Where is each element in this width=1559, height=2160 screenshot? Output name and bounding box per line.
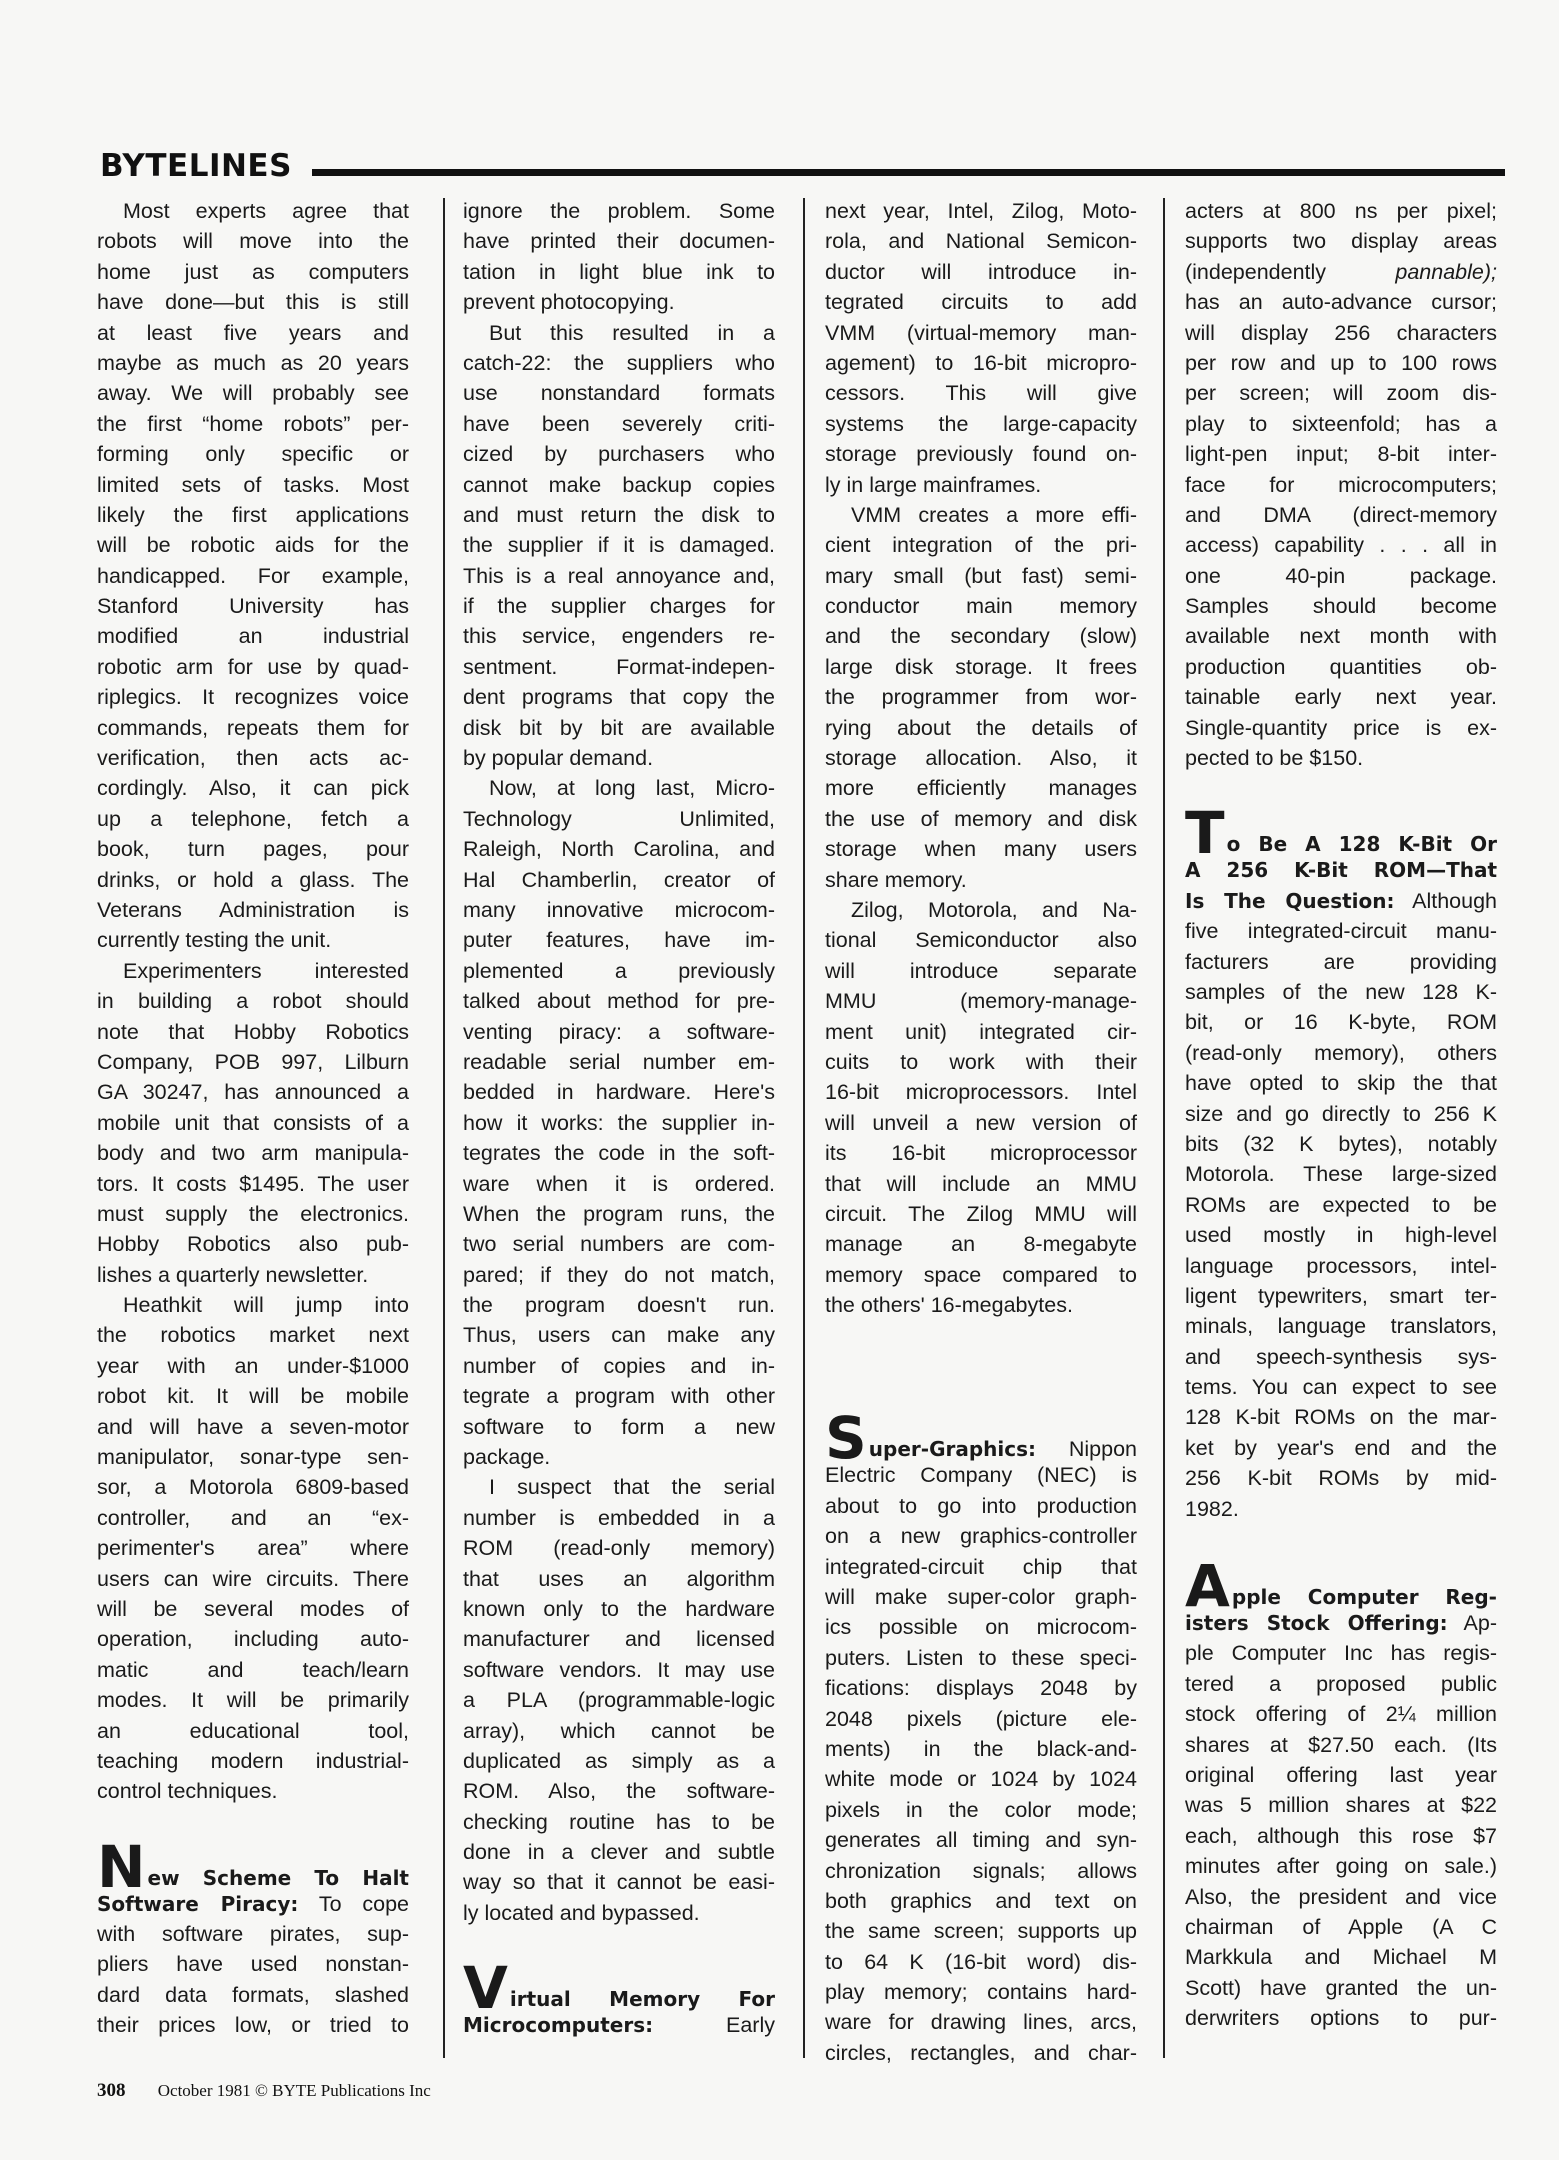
text-line: catch-22: the suppliers who — [463, 350, 775, 375]
text-line: Experimenters interested — [123, 958, 409, 983]
text-line: manage an 8-megabyte — [825, 1232, 1137, 1257]
text-line: package. — [463, 1445, 551, 1470]
text-line: large disk storage. It frees — [825, 654, 1137, 679]
text-line: and the secondary (slow) — [825, 624, 1137, 649]
text-line: Stanford University has — [97, 594, 409, 619]
text-line: Markkula and Michael M — [1185, 1945, 1497, 1970]
text-line: light-pen input; 8-bit inter- — [1185, 442, 1497, 467]
text-line: users can wire circuits. There — [97, 1566, 409, 1591]
text-line: will be several modes of — [97, 1596, 409, 1621]
text-line: available next month with — [1185, 624, 1497, 649]
text-line: Veterans Administration is — [97, 897, 409, 922]
text-line: play to sixteenfold; has a — [1185, 411, 1497, 436]
text-line: GA 30247, has announced a — [97, 1080, 409, 1105]
text-line: robotic arm for use by quad- — [97, 654, 409, 679]
text-line: This is a real annoyance and, — [463, 563, 775, 588]
text-line: drinks, or hold a glass. The — [97, 867, 409, 892]
text-line: riplegics. It recognizes voice — [97, 685, 409, 710]
text-line: generates all timing and syn- — [825, 1828, 1137, 1853]
text-line: the programmer from wor- — [825, 685, 1137, 710]
text-line: systems the large-capacity — [825, 411, 1137, 436]
text-line: how it works: the supplier in- — [463, 1110, 775, 1135]
text-line: was 5 million shares at $22 — [1185, 1793, 1497, 1818]
text-line: the program doesn't run. — [463, 1293, 775, 1318]
text-line: tional Semiconductor also — [825, 928, 1137, 953]
text-line: likely the first applications — [97, 502, 409, 527]
text-line: sentment. Format-indepen- — [463, 654, 775, 679]
spacer — [825, 1320, 1137, 1416]
text-line: home just as computers — [97, 259, 409, 284]
text-line: cuits to work with their — [825, 1049, 1137, 1074]
headline-line — [1185, 799, 1497, 868]
column-4 — [1185, 196, 1497, 2033]
text-line: matic and teach/learn — [97, 1657, 409, 1682]
text-line: supports two display areas — [1185, 229, 1497, 254]
text-line: modified an industrial — [97, 624, 409, 649]
text-line: tegrated circuits to add — [825, 290, 1137, 315]
text-line: 1982. — [1185, 1496, 1239, 1521]
text-line: have done—but this is still — [97, 290, 409, 315]
text-line: ware when it is ordered. — [463, 1171, 775, 1196]
text-line: bits (32 K bytes), notably — [1185, 1131, 1497, 1156]
text-line: storage allocation. Also, it — [825, 746, 1137, 771]
text-line: puters. Listen to these speci- — [825, 1645, 1137, 1670]
text-line: ments) in the black-and- — [825, 1736, 1137, 1761]
headline-text: Is The Question: — [1185, 888, 1395, 913]
text-line: When the program runs, the — [463, 1201, 775, 1226]
headline-line — [97, 1832, 409, 1901]
text-line: ductor will introduce in- — [825, 259, 1137, 284]
text-line: plemented a previously — [463, 958, 775, 983]
drop-cap: S — [825, 1404, 867, 1473]
headline-line — [1185, 1552, 1497, 1621]
headline-text: ew Scheme To Halt — [147, 1865, 409, 1890]
text-line: I suspect that the serial — [489, 1475, 775, 1500]
text-line: to 64 K (16-bit word) dis- — [825, 1949, 1137, 1974]
text-line: per screen; will zoom dis- — [1185, 381, 1497, 406]
text-line: cordingly. Also, it can pick — [97, 776, 409, 801]
spacer — [1185, 1524, 1497, 1564]
text-line: that will include an MMU — [825, 1171, 1137, 1196]
text-line: its 16-bit microprocessor — [825, 1141, 1137, 1166]
text-line: 2048 pixels (picture ele- — [825, 1706, 1137, 1731]
text-line: robot kit. It will be mobile — [97, 1384, 409, 1409]
text-line: use nonstandard formats — [463, 381, 775, 406]
text-line: rola, and National Semicon- — [825, 229, 1137, 254]
text-line: with software pirates, sup- — [97, 1922, 409, 1947]
body-text: Early — [653, 2013, 775, 2038]
text-line: pliers have used nonstan- — [97, 1952, 409, 1977]
text-line: Thus, users can make any — [463, 1323, 775, 1348]
column-divider — [803, 198, 805, 2058]
text-line: and speech-synthesis sys- — [1185, 1344, 1497, 1369]
text-line: pixels in the color mode; — [825, 1797, 1137, 1822]
text-line: minals, language translators, — [1185, 1314, 1497, 1339]
text-line: body and two arm manipula- — [97, 1141, 409, 1166]
text-line: But this resulted in a — [489, 320, 775, 345]
text-line: ware for drawing lines, arcs, — [825, 2010, 1137, 2035]
text-line: ROMs are expected to be — [1185, 1192, 1497, 1217]
text-line: more efficiently manages — [825, 776, 1137, 801]
text-line: both graphics and text on — [825, 1888, 1137, 1913]
text-line: rying about the details of — [825, 715, 1137, 740]
text-line: if the supplier charges for — [463, 594, 775, 619]
text-line: pected to be $150. — [1185, 746, 1364, 771]
text-line: the others' 16-megabytes. — [825, 1293, 1073, 1318]
text-line: memory space compared to — [825, 1262, 1137, 1287]
text-line: storage when many users — [825, 837, 1137, 862]
body-text: To cope — [298, 1891, 409, 1916]
text-line: must supply the electronics. — [97, 1201, 409, 1226]
text-line: by popular demand. — [463, 746, 654, 771]
headline-text: o Be A 128 K-Bit Or — [1226, 832, 1497, 857]
text-line: two serial numbers are com- — [463, 1232, 775, 1257]
text-line: chronization signals; allows — [825, 1858, 1137, 1883]
text-line: and will have a seven-motor — [97, 1414, 409, 1439]
drop-cap: A — [1185, 1552, 1230, 1621]
text-line: note that Hobby Robotics — [97, 1019, 409, 1044]
text-line: ics possible on microcom- — [825, 1615, 1137, 1640]
text-line: integrated-circuit chip that — [825, 1554, 1137, 1579]
text-line: ple Computer Inc has regis- — [1185, 1641, 1497, 1666]
headline-line — [825, 1404, 1137, 1473]
body-text: Ap- — [1447, 1611, 1497, 1636]
text-line: production quantities ob- — [1185, 654, 1497, 679]
text-line: done in a clever and subtle — [463, 1840, 775, 1865]
text-line: known only to the hardware — [463, 1596, 775, 1621]
headline-line — [1185, 1608, 1497, 1638]
text-line: will display 256 characters — [1185, 320, 1497, 345]
drop-cap: V — [463, 1954, 508, 2023]
text-line: cessors. This will give — [825, 381, 1137, 406]
text-line: puter features, have im- — [463, 928, 775, 953]
text-line: samples of the new 128 K- — [1185, 979, 1497, 1004]
text-line: talked about method for pre- — [463, 989, 775, 1014]
text-line: this service, engenders re- — [463, 624, 775, 649]
text-line: tems. You can expect to see — [1185, 1375, 1497, 1400]
text-line: the use of memory and disk — [825, 806, 1137, 831]
text-line: Heathkit will jump into — [123, 1293, 409, 1318]
text-line: handicapped. For example, — [97, 563, 409, 588]
text-line: at least five years and — [97, 320, 409, 345]
text-line: derwriters options to pur- — [1185, 2006, 1497, 2031]
text-line: storage previously found on- — [825, 442, 1137, 467]
text-line: teaching modern industrial- — [97, 1748, 409, 1773]
text-line: ly located and bypassed. — [463, 1900, 700, 1925]
text-line: and DMA (direct-memory — [1185, 502, 1497, 527]
text-line: Raleigh, North Carolina, and — [463, 837, 775, 862]
text-line: way so that it cannot be easi- — [463, 1870, 775, 1895]
text-line: disk bit by bit are available — [463, 715, 775, 740]
text-line: will introduce separate — [825, 958, 1137, 983]
text-line: dard data formats, slashed — [97, 1982, 409, 2007]
text-line: Zilog, Motorola, and Na- — [851, 897, 1137, 922]
text-line: pared; if they do not match, — [463, 1262, 775, 1287]
text-line: fications: displays 2048 by — [825, 1676, 1137, 1701]
headline-text: pple Computer Reg- — [1231, 1585, 1497, 1610]
text-line: an educational tool, — [97, 1718, 409, 1743]
text-line: tered a proposed public — [1185, 1671, 1497, 1696]
text-line: operation, including auto- — [97, 1627, 409, 1652]
column-2 — [463, 196, 775, 2041]
text-line: 16-bit microprocessors. Intel — [825, 1080, 1137, 1105]
text-line: Samples should become — [1185, 594, 1497, 619]
text-line: have opted to skip the that — [1185, 1071, 1497, 1096]
text-line: have been severely criti- — [463, 411, 775, 436]
text-line: next year, Intel, Zilog, Moto- — [825, 199, 1137, 223]
text-line: mary small (but fast) semi- — [825, 563, 1137, 588]
text-line: minutes after going on sale.) — [1185, 1854, 1497, 1879]
headline-line — [1185, 886, 1497, 916]
text-line: robots will move into the — [97, 229, 409, 254]
footer-credit: October 1981 © BYTE Publications Inc — [157, 2081, 431, 2100]
text-line: manufacturer and licensed — [463, 1627, 775, 1652]
text-line: Hal Chamberlin, creator of — [463, 867, 775, 892]
text-line: shares at $27.50 each. (Its — [1185, 1732, 1497, 1757]
text-line: agement) to 16-bit micropro- — [825, 350, 1137, 375]
headline-line — [97, 1889, 409, 1919]
text-line: language processors, intel- — [1185, 1253, 1497, 1278]
text-line: access) capability . . . all in — [1185, 533, 1497, 558]
text-line: dent programs that copy the — [463, 685, 775, 710]
text-line: Single-quantity price is ex- — [1185, 715, 1497, 740]
headline-text: irtual Memory For — [509, 1987, 775, 2012]
text-line: the first “home robots” per- — [97, 411, 409, 436]
text-line: used mostly in high-level — [1185, 1223, 1497, 1248]
text-line: facturers are providing — [1185, 949, 1497, 974]
text-line: limited sets of tasks. Most — [97, 472, 409, 497]
text-line: the same screen; supports up — [825, 1919, 1137, 1944]
text-line: and must return the disk to — [463, 502, 775, 527]
text-line: year with an under-$1000 — [97, 1353, 409, 1378]
text-line: prevent photocopying. — [463, 290, 675, 315]
text-line: ROM. Also, the software- — [463, 1779, 775, 1804]
spacer — [463, 1928, 775, 1966]
column-3 — [825, 196, 1137, 2068]
text-line: Technology Unlimited, — [463, 806, 775, 831]
text-line: conductor main memory — [825, 594, 1137, 619]
header-rule — [312, 169, 1505, 176]
text-line: tation in light blue ink to — [463, 259, 775, 284]
headline-line — [1185, 855, 1497, 885]
text-line: share memory. — [825, 867, 967, 892]
text-line: software to form a new — [463, 1414, 775, 1439]
text-line: lishes a quarterly newsletter. — [97, 1262, 369, 1287]
text-line: cient integration of the pri- — [825, 533, 1137, 558]
text-line: tors. It costs $1495. The user — [97, 1171, 409, 1196]
headline-text: Software Piracy: — [97, 1891, 299, 1916]
headline-text: A 256 K-Bit ROM—That — [1185, 858, 1497, 883]
section-title: BYTELINES — [100, 148, 292, 184]
text-line: chairman of Apple (A C — [1185, 1914, 1497, 1939]
headline-line — [463, 1954, 775, 2023]
text-line: tegrates the code in the soft- — [463, 1141, 775, 1166]
text-line: number of copies and in- — [463, 1353, 775, 1378]
text-line: tainable early next year. — [1185, 685, 1497, 710]
text-line: manipulator, sonar-type sen- — [97, 1445, 409, 1470]
text-line: bit, or 16 K-byte, ROM — [1185, 1010, 1497, 1035]
text-line: circles, rectangles, and char- — [825, 2040, 1137, 2065]
text-line: (read-only memory), others — [1185, 1040, 1497, 1065]
text-line: duplicated as simply as a — [463, 1748, 775, 1773]
body-text: Although — [1394, 888, 1497, 913]
text-line: Also, the president and vice — [1185, 1884, 1497, 1909]
text-line: number is embedded in a — [463, 1505, 775, 1530]
text-line: currently testing the unit. — [97, 928, 332, 953]
text-line: have printed their documen- — [463, 229, 775, 254]
text-line: book, turn pages, pour — [97, 837, 409, 862]
drop-cap: N — [97, 1832, 146, 1901]
text-line: ment unit) integrated cir- — [825, 1019, 1137, 1044]
text-line: original offering last year — [1185, 1762, 1497, 1787]
text-line: ly in large mainframes. — [825, 472, 1042, 497]
text-line: bedded in hardware. Here's — [463, 1080, 775, 1105]
text-line: Hobby Robotics also pub- — [97, 1232, 409, 1257]
text-line: cannot make backup copies — [463, 472, 775, 497]
text-line: away. We will probably see — [97, 381, 409, 406]
text-line: per row and up to 100 rows — [1185, 350, 1497, 375]
text-line: stock offering of 2¼ million — [1185, 1702, 1497, 1727]
text-line: will be robotic aids for the — [97, 533, 409, 558]
text-line: white mode or 1024 by 1024 — [825, 1767, 1137, 1792]
text-line: that uses an algorithm — [463, 1566, 775, 1591]
text-line: perimenter's area” where — [97, 1536, 409, 1561]
text-line: array), which cannot be — [463, 1718, 775, 1743]
text-line: ligent typewriters, smart ter- — [1185, 1283, 1497, 1308]
text-line: checking routine has to be — [463, 1809, 775, 1834]
text-line: on a new graphics-controller — [825, 1524, 1137, 1549]
text-line: commands, repeats them for — [97, 715, 409, 740]
spacer — [1185, 773, 1497, 811]
text-line: tegrate a program with other — [463, 1384, 775, 1409]
text-line: Electric Company (NEC) is — [825, 1463, 1137, 1488]
text-line: the robotics market next — [97, 1323, 409, 1348]
text-line: about to go into production — [825, 1493, 1137, 1518]
text-line: Company, POB 997, Lilburn — [97, 1049, 409, 1074]
text-line: will unveil a new version of — [825, 1110, 1137, 1135]
text-line: VMM (virtual-memory man- — [825, 320, 1137, 345]
text-line: venting piracy: a software- — [463, 1019, 775, 1044]
page-footer — [97, 2080, 431, 2102]
text-line: readable serial number em- — [463, 1049, 775, 1074]
text-line: acters at 800 ns per pixel; — [1185, 199, 1497, 223]
text-line: size and go directly to 256 K — [1185, 1101, 1497, 1126]
text-line: verification, then acts ac- — [97, 746, 409, 771]
text-line: (independently pannable); — [1185, 259, 1497, 284]
text-line: VMM creates a more effi- — [851, 502, 1137, 527]
body-text: Nippon — [1036, 1437, 1137, 1462]
column-divider — [1163, 198, 1165, 2058]
column-1 — [97, 196, 409, 2041]
text-line: control techniques. — [97, 1779, 278, 1804]
text-line: their prices low, or tried to — [97, 2013, 409, 2038]
text-line: cized by purchasers who — [463, 442, 775, 467]
text-line: play memory; contains hard- — [825, 1980, 1137, 2005]
text-line: ket by year's end and the — [1185, 1435, 1497, 1460]
text-line: up a telephone, fetch a — [97, 806, 409, 831]
text-line: software vendors. It may use — [463, 1657, 775, 1682]
text-line: face for microcomputers; — [1185, 472, 1497, 497]
text-line: ROM (read-only memory) — [463, 1536, 775, 1561]
text-line: 256 K-bit ROMs by mid- — [1185, 1466, 1497, 1491]
headline-line — [463, 2010, 775, 2040]
text-line: maybe as much as 20 years — [97, 350, 409, 375]
text-line: in building a robot should — [97, 989, 409, 1014]
text-line: the supplier if it is damaged. — [463, 533, 775, 558]
headline-text: uper-Graphics: — [868, 1437, 1037, 1462]
text-line: ignore the problem. Some — [463, 199, 775, 223]
text-line: Most experts agree that — [123, 199, 409, 223]
text-line: mobile unit that consists of a — [97, 1110, 409, 1135]
text-line: many innovative microcom- — [463, 897, 775, 922]
text-line: MMU (memory-manage- — [825, 989, 1137, 1014]
headline-text: Microcomputers: — [463, 2013, 654, 2038]
text-line: circuit. The Zilog MMU will — [825, 1201, 1137, 1226]
column-divider — [443, 198, 445, 2058]
text-line: sor, a Motorola 6809-based — [97, 1475, 409, 1500]
text-line: will make super-color graph- — [825, 1585, 1137, 1610]
text-line: controller, and an “ex- — [97, 1505, 409, 1530]
text-line: each, although this rose $7 — [1185, 1823, 1497, 1848]
text-line: Scott) have granted the un- — [1185, 1975, 1497, 2000]
text-line: Motorola. These large-sized — [1185, 1162, 1497, 1187]
text-line: forming only specific or — [97, 442, 409, 467]
text-line: Now, at long last, Micro- — [489, 776, 775, 801]
page-number: 308 — [97, 2080, 126, 2101]
text-line: five integrated-circuit manu- — [1185, 919, 1497, 944]
text-line: a PLA (programmable-logic — [463, 1688, 775, 1713]
text-line: has an auto-advance cursor; — [1185, 290, 1497, 315]
drop-cap: T — [1185, 799, 1225, 868]
text-line: one 40-pin package. — [1185, 563, 1497, 588]
text-line: modes. It will be primarily — [97, 1688, 409, 1713]
text-line: 128 K-bit ROMs on the mar- — [1185, 1405, 1497, 1430]
headline-text: isters Stock Offering: — [1185, 1611, 1448, 1636]
